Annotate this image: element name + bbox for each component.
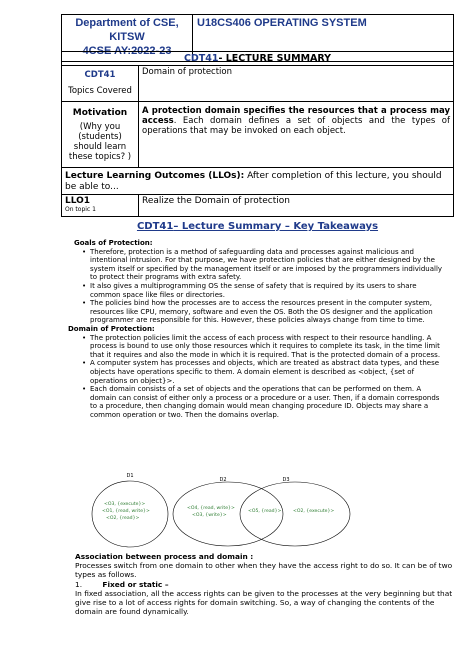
department-name: Department of CSE,: [75, 17, 179, 29]
domain-paragraph-1: • The protection policies limit the access of each process with respect to their resource handling. A process is bound to use only those resources which it requires to complete its task, in the time limit that it requires and also the mode in which it is required. That is the protected domain of a process.: [68, 334, 448, 360]
llo1-cell: [62, 195, 139, 217]
d2-item: <O4, {read, write}>: [187, 506, 235, 511]
summary-title: [62, 52, 454, 66]
takeaways-code: CDT41: [136, 221, 174, 232]
goals-paragraph-1: • Therefore, protection is a method of safeguarding data and processes against malicious and intentional intrusion. For that purpose, we have protection policies that are either designed by the system itself or specified by the management itself or are imposed by the programmers individually to protect their programs with extra safety.: [68, 248, 448, 282]
association-text: Processes switch from one domain to other when they have the access right to do so. It can be of two types as follows.: [75, 561, 453, 579]
topic-cell: Domain of protection: [139, 66, 454, 102]
domain-d1-ellipse: [92, 481, 168, 547]
d1-label: D1: [126, 473, 134, 479]
course-title: U18CS406 OPERATING SYSTEM: [193, 15, 454, 62]
motivation-label: Motivation: [72, 108, 128, 118]
d1-item-3: <O2, {read}>: [106, 516, 140, 521]
takeaways-body: [68, 239, 448, 419]
motivation-label-cell: [62, 102, 139, 168]
shared-item: <O5, {read}>: [248, 509, 282, 514]
motivation-bold: A protection domain specifies the resources that a process may access: [142, 106, 450, 126]
llo1-code: LLO1: [65, 196, 91, 206]
lecture-summary-table: [61, 51, 454, 217]
item-number: 1.: [75, 580, 83, 589]
llo-intro-cell: [62, 168, 454, 195]
llo-heading: Lecture Learning Outcomes (LLOs):: [65, 171, 245, 181]
takeaways-title-text: – Lecture Summary – Key Takeaways: [173, 221, 379, 232]
institute-name: KITSW: [109, 31, 145, 43]
domain-paragraph-3: • Each domain consists of a set of objects and the operations that can be performed on them. A domain can consist of either only a process or a procedure or a user. Then, if a domain corresponds to a procedure, then changing domain would mean changing procedure ID. Objects may share a common operation or two. Then the domains overlap.: [68, 385, 448, 419]
cdt-label: CDT41: [84, 70, 116, 80]
goals-paragraph-3: • The policies bind how the processes are to access the resources present in the computer system, resources like CPU, memory, software and even the OS. Both the OS designer and the application programmer are responsible for this. However, these policies always change from time to time.: [68, 299, 448, 325]
d1-item-2: <O1, {read, write}>: [102, 509, 150, 514]
domain-d2-ellipse: [173, 482, 283, 546]
goals-heading: Goals of Protection:: [74, 239, 153, 247]
d3-item: <O2, {execute}>: [293, 509, 335, 514]
llo1-on-topic: On topic 1: [65, 206, 96, 213]
motivation-rest: . Each domain defines a set of objects and the types of operations that may be invoked on each object.: [142, 116, 450, 136]
llo1-text: Realize the Domain of protection: [139, 195, 454, 217]
domain-heading: Domain of Protection:: [68, 324, 155, 333]
goals-paragraph-2: • It also gives a multiprogramming OS the sense of safety that is required by its users to share common space like files or directories.: [68, 282, 448, 299]
takeaways-title: [61, 221, 454, 232]
domain-d3-ellipse: [240, 482, 350, 546]
d3-label: D3: [282, 477, 290, 483]
domain-paragraph-2: • A computer system has processes and objects, which are treated as abstract data types, and these objects have operations specific to them. A domain element is described as <object, {set of operations on object}>.: [68, 359, 448, 385]
topics-label-cell: [62, 66, 139, 102]
association-item-1: [75, 580, 455, 589]
d2-label: D2: [219, 477, 227, 483]
domain-diagram: [90, 472, 390, 548]
llo-intro: After completion of this lecture, you should be able to...: [65, 171, 442, 192]
association-heading: Association between process and domain :: [75, 552, 254, 561]
academic-year: 4CSE AY:2022-23: [82, 45, 172, 57]
item-text: In fixed association, all the access rights can be given to the processes at the very beginning but that give rise to a lot of access rights for domain switching. So, a way of changing the contents of the domain are found dynamically.: [75, 589, 453, 616]
d1-item-1: <O3, {execute}>: [104, 502, 146, 507]
association-section: [75, 552, 455, 616]
motivation-sub: (Why you (students) should learn these topics? ): [68, 122, 132, 162]
d2-item-2: <O3, {write}>: [192, 513, 227, 518]
summary-title-code: CDT41: [183, 53, 219, 64]
summary-title-rest: - LECTURE SUMMARY: [218, 53, 332, 64]
item-title: Fixed or static –: [102, 580, 169, 589]
motivation-text: [139, 102, 454, 168]
topics-label: Topics Covered: [68, 86, 132, 96]
